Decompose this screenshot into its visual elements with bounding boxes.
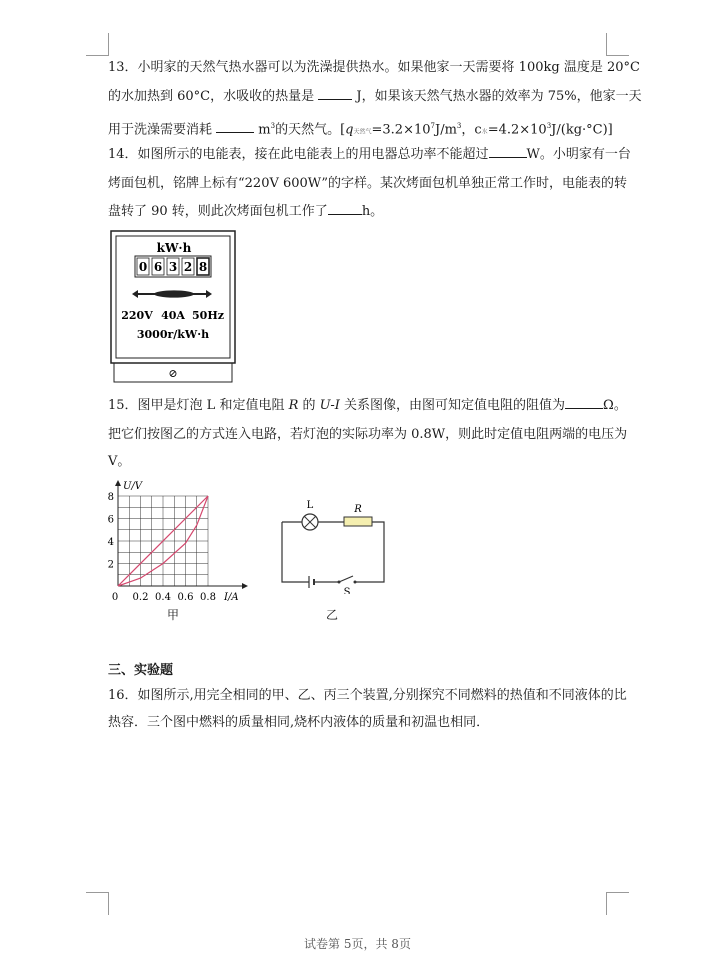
meter-digit: 6 [153, 260, 163, 274]
q16-line2: 热容．三个图中燃料的质量相同,烧杯内液体的质量和初温也相同． [108, 715, 490, 730]
q15-line1: 15．图甲是灯泡 L 和定值电阻 R 的 U-I 关系图像，由图可知定值电阻的阻值为 Ω。 [108, 398, 627, 413]
resistor-label: R [354, 504, 362, 515]
meter-rev-rate: 3000r/kW·h [136, 328, 210, 341]
crop-mark-top-right [606, 33, 629, 56]
meter-unit: kW·h [156, 241, 192, 255]
y-tick-label: 8 [107, 492, 114, 503]
circuit-wire-right [356, 522, 384, 582]
meter-digits [137, 258, 209, 275]
graph-caption: 甲 [167, 608, 180, 622]
crop-mark-bottom-right [606, 892, 629, 915]
q15-line2: 把它们按图乙的方式连入电路，若灯泡的实际功率为 0.8W，则此时定值电阻两端的电压为 [108, 427, 628, 442]
resistor-icon [344, 517, 372, 526]
page-footer: 试卷第 5页，共 8页 [304, 937, 411, 951]
q13-line1: 13．小明家的天然气热水器可以为洗澡提供热水。如果他家一天需要将 100kg 温度是 20°C [108, 60, 640, 75]
x-tick-label: 0.6 [177, 592, 194, 603]
y-tick-label: 4 [107, 537, 114, 548]
lamp-label: L [306, 500, 314, 511]
answer-blank-resistance[interactable] [565, 396, 603, 409]
circuit-diagram [276, 496, 392, 594]
answer-blank-time[interactable] [328, 202, 362, 215]
origin-label: 0 [111, 592, 119, 603]
y-axis-label: U/V [123, 481, 143, 492]
x-axis-label: I/A [224, 592, 239, 603]
circuit-caption: 乙 [326, 608, 339, 622]
meter-disc [154, 290, 194, 297]
meter-spec-voltage: 220V [121, 309, 153, 322]
q13-line3: 用于洗澡需要消耗 $m^3$的天然气。[q天然气$=3.2\times 10^7J/m^3$，c水$=4.2\times 10^3J/(kg\cdot^\circ C)$] [108, 122, 613, 138]
crop-mark-top-left [86, 33, 109, 56]
circuit-wire-left [282, 522, 309, 582]
meter-digit: 0 [138, 260, 148, 274]
q14-line3: 盘转了 90 转，则此次烤面包机工作了 h。 [108, 204, 384, 219]
x-tick-label: 0.8 [200, 592, 216, 603]
answer-blank-gas-volume[interactable] [216, 120, 254, 133]
y-tick-label: 2 [107, 559, 114, 571]
q13-line2: 的水加热到 60°C，水吸收的热量是 J，如果该天然气热水器的效率为 75%，他家一天 [108, 89, 642, 104]
meter-digit: 8 [198, 260, 208, 274]
meter-spec-frequency: 50Hz [192, 309, 224, 322]
x-axis-arrow [242, 583, 248, 589]
meter-digit: 2 [183, 260, 193, 274]
q16-line1: 16．如图所示,用完全相同的甲、乙、丙三个装置,分别探究不同燃料的热值和不同液体的比 [108, 688, 627, 703]
answer-blank-heat[interactable] [318, 87, 352, 100]
q15-line3: V。 [108, 454, 131, 469]
y-axis-arrow [115, 480, 121, 486]
section-heading: 三、实验题 [108, 663, 174, 678]
x-tick-label: 0.4 [155, 592, 171, 603]
switch-icon [339, 576, 353, 582]
answer-blank-max-power[interactable] [489, 145, 527, 158]
ui-graph [100, 478, 250, 604]
crop-mark-bottom-left [86, 892, 109, 915]
x-tick-label: 0.2 [132, 592, 149, 603]
chart-axes [115, 480, 248, 589]
q14-line2: 烤面包机，铭牌上标有“220V 600W”的字样。某次烤面包机单独正常工作时，电能表的转 [108, 176, 628, 191]
switch-label: S [343, 587, 351, 594]
y-tick-label: 6 [107, 514, 114, 526]
q14-line1: 14．如图所示的电能表，接在此电能表上的用电器总功率不能超过 W。小明家有一台 [108, 147, 631, 162]
electric-meter-figure [110, 230, 238, 384]
meter-knob-icon: ⊘ [168, 367, 178, 380]
meter-spec-current: 40A [161, 309, 185, 322]
meter-digit: 3 [168, 260, 178, 274]
